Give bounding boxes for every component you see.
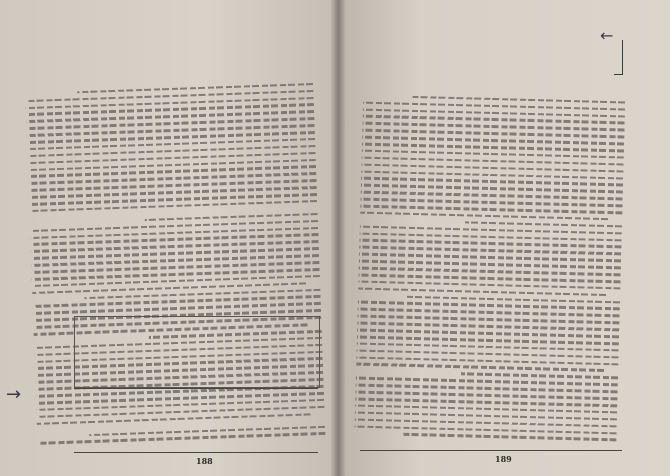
text-line [358,287,606,296]
boxed-quotation [74,316,320,388]
page-bottom-rule [74,452,318,453]
text-line [465,221,622,228]
footnote-rule [74,388,318,389]
text-line [360,211,608,220]
pen-arrow-icon: → [6,384,22,405]
text-line [402,433,617,441]
text-line [37,432,325,445]
pen-bracket-mark [614,40,623,75]
pen-arrow-icon: ← [600,26,614,45]
page-bottom-rule [360,450,622,451]
page-number-left: 188 [196,456,213,466]
right-page [338,0,670,476]
right-page-text-block [354,5,627,442]
page-number-right: 189 [495,454,512,464]
text-line [356,363,604,372]
text-line [461,373,618,380]
book-spine-shadow [330,0,346,476]
